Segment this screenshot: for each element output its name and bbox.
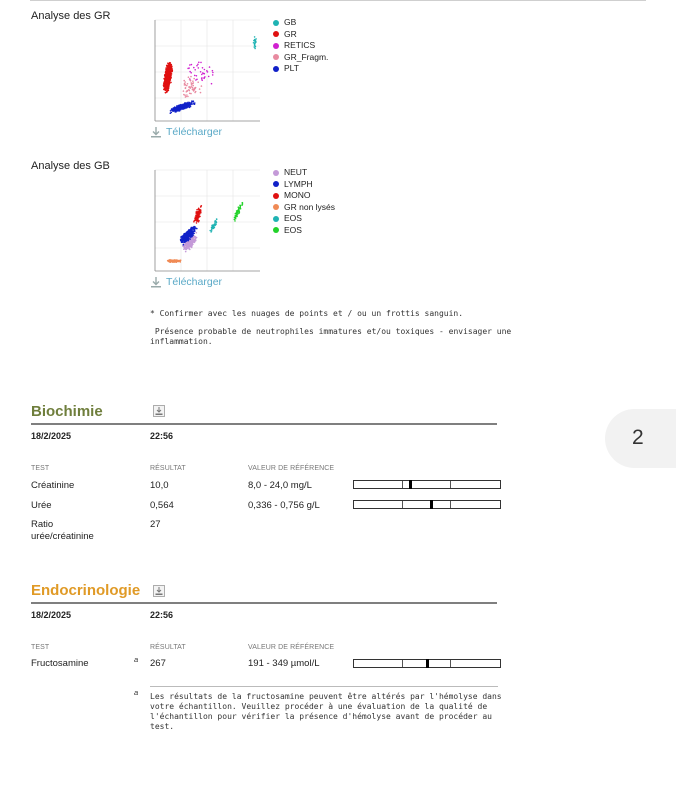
legend-swatch-icon xyxy=(273,170,279,176)
scatter-point xyxy=(207,71,209,73)
gb-legend xyxy=(273,167,335,236)
endocrinologie-time: 22:56 xyxy=(150,610,174,620)
scatter-point xyxy=(194,69,196,71)
biochimie-time: 22:56 xyxy=(150,431,174,441)
scatter-point xyxy=(215,220,217,222)
legend-item-mono: MONO xyxy=(273,190,335,202)
scatter-point xyxy=(212,72,214,74)
scatter-point xyxy=(169,71,171,73)
biochimie-divider xyxy=(31,423,497,425)
scatter-point xyxy=(183,80,185,82)
scatter-point xyxy=(170,82,172,84)
scatter-point xyxy=(187,236,189,238)
scatter-point xyxy=(180,107,182,109)
reference-uree: 0,336 - 0,756 g/L xyxy=(248,500,320,511)
scatter-point xyxy=(192,228,194,230)
scatter-point xyxy=(189,234,191,236)
scatter-point xyxy=(194,87,196,89)
scatter-point xyxy=(185,233,187,235)
scatter-point xyxy=(170,62,172,64)
gr-download-link[interactable] xyxy=(150,126,222,138)
scatter-point xyxy=(185,236,187,238)
scatter-point xyxy=(184,83,186,85)
scatter-point xyxy=(193,229,195,231)
scatter-point xyxy=(235,213,237,215)
scatter-point xyxy=(186,94,188,96)
endocrinologie-divider xyxy=(31,602,497,604)
scatter-point xyxy=(202,72,204,74)
legend-item-lymph: LYMPH xyxy=(273,179,335,191)
test-name-uree: Urée xyxy=(31,500,52,511)
scatter-point xyxy=(169,69,171,71)
legend-swatch-icon xyxy=(273,43,279,49)
scatter-point xyxy=(195,91,197,93)
legend-item-eos-2: EOS xyxy=(273,225,335,237)
scatter-point xyxy=(179,260,181,262)
scatter-point xyxy=(201,80,203,82)
scatter-point xyxy=(189,90,191,92)
scatter-point xyxy=(234,220,236,222)
test-name-fructosamine: Fructosamine xyxy=(31,658,89,669)
scatter-point xyxy=(239,207,241,209)
scatter-point xyxy=(202,67,204,69)
scatter-point xyxy=(183,105,185,107)
scatter-point xyxy=(188,76,190,78)
scatter-point xyxy=(235,218,237,220)
fructosamine-footnote: Les résultats de la fructosamine peuvent être altérés par l'hémolyse dans votre échantillon. Veuillez procéder à une évaluation de la qualité de l'échantillon pour vérifier la présence d'hémolyse avant de procéder au test. xyxy=(150,692,502,731)
scatter-point xyxy=(237,210,239,212)
legend-item-eos: EOS xyxy=(273,213,335,225)
scatter-point xyxy=(241,204,243,206)
scatter-point xyxy=(184,94,186,96)
scatter-point xyxy=(196,228,198,230)
scatter-point xyxy=(213,226,215,228)
scatter-point xyxy=(170,75,172,77)
scatter-point xyxy=(183,236,185,238)
scatter-point xyxy=(254,39,256,41)
range-marker xyxy=(426,659,429,668)
scatter-point xyxy=(168,75,170,77)
scatter-point xyxy=(255,42,257,44)
scatter-point xyxy=(193,221,195,223)
scatter-point xyxy=(198,67,200,69)
range-bar-uree xyxy=(353,500,501,509)
col-header-test: TEST xyxy=(31,644,50,651)
legend-item-retics: RETICS xyxy=(273,40,328,52)
scatter-point xyxy=(204,69,206,71)
scatter-point xyxy=(185,241,187,243)
legend-item-gr: GR xyxy=(273,29,328,41)
gb-download-link[interactable] xyxy=(150,276,222,288)
range-bar-creatinine xyxy=(353,480,501,489)
scatter-point xyxy=(183,90,185,92)
scatter-point xyxy=(203,78,205,80)
scatter-point xyxy=(204,73,206,75)
scatter-point xyxy=(168,80,170,82)
scatter-point xyxy=(199,88,201,90)
scatter-point xyxy=(192,231,194,233)
scatter-point xyxy=(185,103,187,105)
scatter-point xyxy=(186,85,188,87)
scatter-point xyxy=(201,74,203,76)
scatter-point xyxy=(194,242,196,244)
scatter-point xyxy=(204,76,206,78)
scatter-point xyxy=(170,260,172,262)
scatter-point xyxy=(200,71,202,73)
scatter-point xyxy=(168,64,170,66)
scatter-point xyxy=(195,237,197,239)
legend-swatch-icon xyxy=(273,31,279,37)
scatter-point xyxy=(166,80,168,82)
scatter-point xyxy=(173,260,175,262)
scatter-point xyxy=(200,92,202,94)
scatter-point xyxy=(195,79,197,81)
scatter-point xyxy=(190,235,192,237)
scatter-point xyxy=(192,87,194,89)
scatter-point xyxy=(165,88,167,90)
reference-creatinine: 8,0 - 24,0 mg/L xyxy=(248,480,312,491)
scatter-point xyxy=(190,72,192,74)
scatter-point xyxy=(195,218,197,220)
scatter-point xyxy=(197,219,199,221)
scatter-point xyxy=(196,232,198,234)
scatter-point xyxy=(184,106,186,108)
scatter-point xyxy=(189,79,191,81)
scatter-point xyxy=(188,238,190,240)
legend-swatch-icon xyxy=(273,20,279,26)
scatter-point xyxy=(212,70,214,72)
result-fructosamine: 267 xyxy=(150,658,166,669)
scatter-point xyxy=(200,209,202,211)
col-header-reference: VALEUR DE RÉFÉRENCE xyxy=(248,465,335,472)
gb-scatterplot xyxy=(150,167,262,275)
legend-swatch-icon xyxy=(273,216,279,222)
scatter-point xyxy=(253,42,255,44)
top-divider xyxy=(30,0,646,1)
legend-item-plt: PLT xyxy=(273,63,328,75)
scatter-point xyxy=(185,96,187,98)
col-header-reference: VALEUR DE RÉFÉRENCE xyxy=(248,644,335,651)
gr-legend xyxy=(273,17,328,75)
legend-swatch-icon xyxy=(273,66,279,72)
scatter-point xyxy=(254,44,256,46)
scatter-point xyxy=(187,96,189,98)
reference-fructosamine: 191 - 349 µmol/L xyxy=(248,658,320,669)
scatter-point xyxy=(189,102,191,104)
result-ratio: 27 xyxy=(150,519,161,530)
print-icon[interactable] xyxy=(153,405,165,417)
footnote-marker: a xyxy=(134,655,139,664)
scatter-point xyxy=(197,214,199,216)
scatter-point xyxy=(180,240,182,242)
download-label: Télécharger xyxy=(166,126,223,138)
scatter-point xyxy=(183,108,185,110)
scatter-point xyxy=(190,93,192,95)
range-marker xyxy=(430,500,433,509)
scatter-point xyxy=(193,78,195,80)
scatter-point xyxy=(209,66,211,68)
legend-item-gb: GB xyxy=(273,17,328,29)
scatter-point xyxy=(189,105,191,107)
scatter-point xyxy=(188,245,190,247)
biochimie-title: Biochimie xyxy=(31,403,103,420)
scatter-point xyxy=(185,248,187,250)
page-number: 2 xyxy=(632,426,644,449)
scatter-point xyxy=(196,212,198,214)
scatter-point xyxy=(176,109,178,111)
scatter-point xyxy=(194,75,196,77)
legend-swatch-icon xyxy=(273,193,279,199)
scatter-point xyxy=(190,80,192,82)
scatter-point xyxy=(196,222,198,224)
scatter-point xyxy=(189,64,191,66)
range-marker xyxy=(409,480,412,489)
test-name-creatinine: Créatinine xyxy=(31,480,75,491)
scatter-point xyxy=(198,216,200,218)
scatter-point xyxy=(166,77,168,79)
scatter-point xyxy=(167,73,169,75)
scatter-point xyxy=(236,216,238,218)
scatter-point xyxy=(198,62,200,64)
legend-swatch-icon xyxy=(273,204,279,210)
inflammation-note: Présence probable de neutrophiles immatures et/ou toxiques - envisager une inflammation. xyxy=(150,327,512,346)
scatter-point xyxy=(185,245,187,247)
scatter-point xyxy=(200,62,202,64)
scatter-point xyxy=(195,240,197,242)
footnote-divider xyxy=(150,686,498,687)
scatter-point xyxy=(193,82,195,84)
scatter-point xyxy=(211,230,213,232)
scatter-point xyxy=(190,233,192,235)
scatter-point xyxy=(180,236,182,238)
scatter-point xyxy=(209,230,211,232)
scatter-point xyxy=(201,78,203,80)
scatter-point xyxy=(214,222,216,224)
scatter-point xyxy=(164,82,166,84)
scatter-point xyxy=(215,224,217,226)
scatter-point xyxy=(165,85,167,87)
scatter-point xyxy=(167,67,169,69)
scatter-point xyxy=(189,71,191,73)
scatter-point xyxy=(178,105,180,107)
scatter-point xyxy=(191,238,193,240)
scatter-point xyxy=(190,82,192,84)
scatter-point xyxy=(188,87,190,89)
biochimie-date: 18/2/2025 xyxy=(31,431,72,441)
scatter-point xyxy=(235,215,237,217)
scatter-point xyxy=(193,103,195,105)
scatter-point xyxy=(191,102,193,104)
scatter-point xyxy=(168,87,170,89)
scatter-point xyxy=(212,74,214,76)
scatter-point xyxy=(192,89,194,91)
endocrinologie-date: 18/2/2025 xyxy=(31,610,72,620)
scatter-point xyxy=(200,205,202,207)
col-header-result: RÉSULTAT xyxy=(150,465,186,472)
scatter-point xyxy=(188,231,190,233)
scatter-point xyxy=(198,208,200,210)
scatter-point xyxy=(216,222,218,224)
legend-swatch-icon xyxy=(273,181,279,187)
gr-scatterplot xyxy=(150,17,262,125)
scatter-point xyxy=(188,67,190,69)
scatter-point xyxy=(216,219,218,221)
print-icon[interactable] xyxy=(153,585,165,597)
scatter-point xyxy=(186,233,188,235)
scatter-point xyxy=(166,70,168,72)
scatter-point xyxy=(167,83,169,85)
scatter-point xyxy=(212,228,214,230)
legend-item-gr-fragm: GR_Fragm. xyxy=(273,52,328,64)
scatter-point xyxy=(186,238,188,240)
scatter-point xyxy=(192,80,194,82)
result-uree: 0,564 xyxy=(150,500,174,511)
scatter-point xyxy=(191,64,193,66)
scatter-point xyxy=(199,212,201,214)
endocrinologie-title: Endocrinologie xyxy=(31,582,141,599)
scatter-point xyxy=(178,109,180,111)
scatter-point xyxy=(170,64,172,66)
download-icon xyxy=(150,276,162,288)
scatter-point xyxy=(197,211,199,213)
scatter-point xyxy=(191,244,193,246)
download-label: Télécharger xyxy=(166,276,223,288)
scatter-point xyxy=(193,67,195,69)
scatter-point xyxy=(190,229,192,231)
scatter-point xyxy=(183,244,185,246)
confirm-note: * Confirmer avec les nuages de points et / ou un frottis sanguin. xyxy=(150,309,464,318)
scatter-point xyxy=(197,64,199,66)
gr-analysis-title: Analyse des GR xyxy=(31,10,111,22)
scatter-point xyxy=(186,106,188,108)
legend-item-gr-non-lyses: GR non lysés xyxy=(273,202,335,214)
scatter-point xyxy=(255,38,257,40)
scatter-point xyxy=(189,243,191,245)
scatter-point xyxy=(177,107,179,109)
scatter-point xyxy=(185,87,187,89)
scatter-point xyxy=(165,79,167,81)
scatter-point xyxy=(194,226,196,228)
scatter-point xyxy=(172,110,174,112)
scatter-point xyxy=(185,251,187,253)
scatter-point xyxy=(211,83,213,85)
scatter-point xyxy=(192,101,194,103)
scatter-point xyxy=(189,242,191,244)
legend-swatch-icon xyxy=(273,54,279,60)
scatter-point xyxy=(188,248,190,250)
scatter-point xyxy=(187,83,189,85)
scatter-point xyxy=(196,65,198,67)
scatter-point xyxy=(182,239,184,241)
footnote-marker: a xyxy=(134,688,139,697)
scatter-point xyxy=(196,75,198,77)
scatter-point xyxy=(169,73,171,75)
scatter-point xyxy=(199,216,201,218)
scatter-point xyxy=(189,232,191,234)
scatter-point xyxy=(193,233,195,235)
scatter-point xyxy=(201,85,203,87)
scatter-point xyxy=(184,84,186,86)
download-icon xyxy=(150,126,162,138)
scatter-point xyxy=(192,85,194,87)
test-name-ratio: Ratio urée/créatinine xyxy=(31,519,94,542)
scatter-point xyxy=(194,230,196,232)
scatter-point xyxy=(242,202,244,204)
scatter-point xyxy=(186,103,188,105)
result-creatinine: 10,0 xyxy=(150,480,169,491)
scatter-point xyxy=(191,85,193,87)
scatter-point xyxy=(171,112,173,114)
scatter-point xyxy=(170,77,172,79)
range-bar-fructosamine xyxy=(353,659,501,668)
scatter-point xyxy=(186,91,188,93)
scatter-point xyxy=(174,260,176,262)
legend-swatch-icon xyxy=(273,227,279,233)
scatter-point xyxy=(192,234,194,236)
scatter-point xyxy=(167,88,169,90)
scatter-point xyxy=(185,243,187,245)
scatter-point xyxy=(254,46,256,48)
scatter-point xyxy=(165,92,167,94)
scatter-point xyxy=(184,81,186,83)
scatter-point xyxy=(208,76,210,78)
scatter-point xyxy=(197,81,199,83)
col-header-test: TEST xyxy=(31,465,50,472)
scatter-point xyxy=(187,243,189,245)
scatter-point xyxy=(254,36,256,38)
scatter-point xyxy=(168,63,170,65)
scatter-point xyxy=(189,238,191,240)
scatter-point xyxy=(166,74,168,76)
col-header-result: RÉSULTAT xyxy=(150,644,186,651)
legend-item-neut: NEUT xyxy=(273,167,335,179)
scatter-point xyxy=(190,76,192,78)
gb-analysis-title: Analyse des GB xyxy=(31,160,110,172)
scatter-point xyxy=(181,242,183,244)
scatter-point xyxy=(254,48,256,50)
